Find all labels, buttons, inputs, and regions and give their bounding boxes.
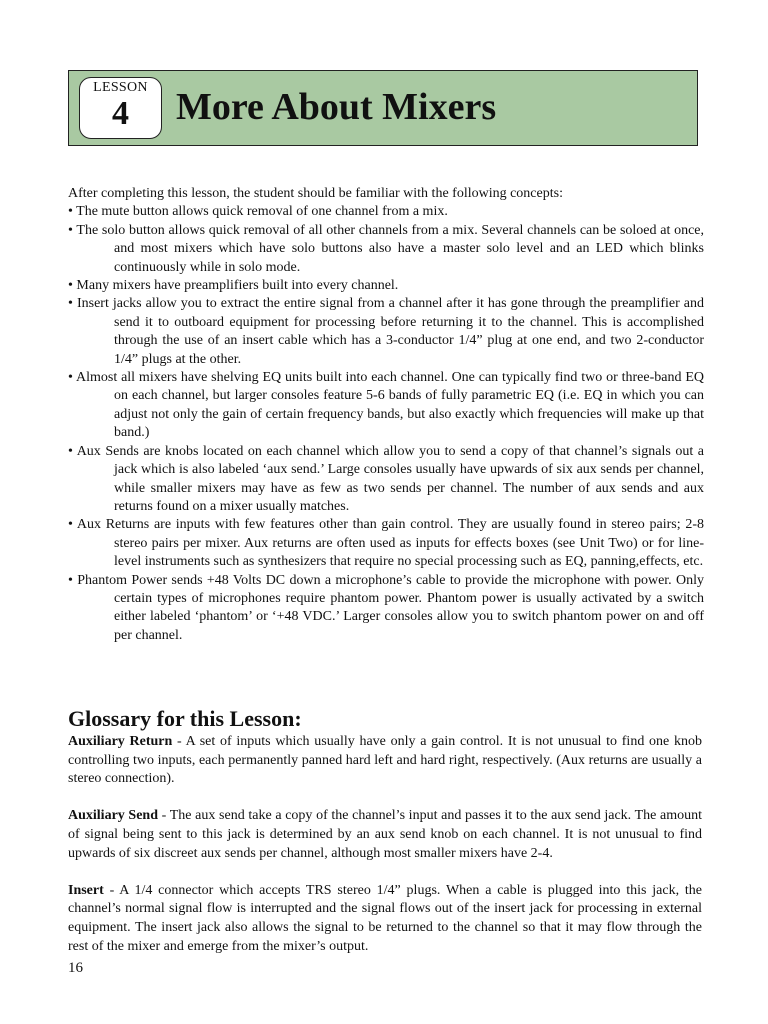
concept-item-phantom-power <box>68 572 704 646</box>
glossary-term: Auxiliary Return <box>68 734 173 749</box>
bullet-icon: • <box>68 204 73 220</box>
bullet-icon: • <box>68 572 73 588</box>
page-number: 16 <box>68 960 83 976</box>
concept-item-aux-sends <box>68 443 704 517</box>
glossary-definition: - A set of inputs which usually have only a gain control. It is not unusual to find one knob controlling two inputs, each permanently panned hard left and hard right, respectively. (Aux returns are usually a stereo connection). <box>68 734 702 787</box>
page-title: More About Mixers <box>176 86 497 128</box>
concept-item-mute <box>68 203 704 221</box>
intro-paragraph: After completing this lesson, the student should be familiar with the following concepts: <box>68 186 563 201</box>
glossary-heading: Glossary for this Lesson: <box>68 706 302 731</box>
concept-text: Almost all mixers have shelving EQ units built into each channel. One can typically find two or three-band EQ on each channel, but larger consoles feature 5-6 bands of fully parametric EQ (i.e. EQ in which you can adjust not only the gain of certain frequency bands, but also exactly which frequencies will make up that band.) <box>76 370 704 441</box>
concept-list <box>68 203 704 645</box>
lesson-badge <box>79 77 162 139</box>
lesson-objectives <box>68 185 704 645</box>
bullet-icon: • <box>68 278 73 294</box>
glossary-term: Insert <box>68 882 104 898</box>
concept-item-solo <box>68 222 704 277</box>
glossary-definition: - A 1/4 connector which accepts TRS stereo 1/4” plugs. When a cable is plugged into this jack, the channel’s normal signal flow is interrupted and the signal flows out of the insert jack for processing in external equipment. The insert jack also allows the signal to be returned to the channel so that it may flow through the rest of the mixer and emerge from the mixer’s output. <box>68 882 702 954</box>
lesson-label: LESSON <box>93 80 148 95</box>
concept-text: The solo button allows quick removal of all other channels from a mix. Several channels can be soloed at once, and most mixers which have solo buttons also have a master solo level and an LED which blinks continuously while in solo mode. <box>76 222 704 275</box>
glossary-entry <box>68 733 702 789</box>
concept-text: Many mixers have preamplifiers built into every channel. <box>76 278 399 294</box>
bullet-icon: • <box>68 517 73 533</box>
glossary-entry <box>68 807 702 863</box>
bullet-icon: • <box>68 296 73 312</box>
concept-text: Insert jacks allow you to extract the entire signal from a channel after it has gone through the preamplifier and send it to outboard equipment for processing before returning it to the channel. This is accomplished through the use of an insert cable which has a 3-conductor 1/4” plug at one end, and two 2-conductor 1/4” plugs at the other. <box>76 296 705 367</box>
glossary-definition: - The aux send take a copy of the channel’s input and passes it to the aux send jack. The amount of signal being sent to this jack is determined by an aux send knob on each channel. It is not unusual to find upwards of six discreet aux sends per channel, although most smaller mixers have 2-4. <box>68 808 702 861</box>
concept-text: Aux Returns are inputs with few features other than gain control. They are usually found in stereo pairs; 2-8 stereo pairs per mixer. Aux returns are often used as inputs for effects boxes (see Unit Two) or for line-level instruments such as synthesizers that require no special processing such as EQ, panning,effects, etc. <box>76 517 704 570</box>
concept-text: Phantom Power sends +48 Volts DC down a microphone’s cable to provide the microphone with power. Only certain types of microphones require phantom power. Phantom power is usually activated by a switch either labeled ‘phantom’ or ‘+48 VDC.’ Larger consoles allow you to switch phantom power on and off per channel. <box>77 572 704 643</box>
glossary-term: Auxiliary Send <box>68 808 159 824</box>
bullet-icon: • <box>68 370 73 386</box>
concept-item-shelving-eq <box>68 369 704 443</box>
lesson-number: 4 <box>112 95 129 132</box>
bullet-icon: • <box>68 443 73 459</box>
concept-item-aux-returns <box>68 516 704 571</box>
concept-item-insert-jacks <box>68 295 704 369</box>
bullet-icon: • <box>68 222 73 238</box>
concept-text: The mute button allows quick removal of one channel from a mix. <box>76 204 448 220</box>
concept-item-preamplifiers <box>68 277 704 295</box>
glossary <box>68 733 702 975</box>
concept-text: Aux Sends are knobs located on each channel which allow you to send a copy of that channel’s signals out a jack which is also labeled ‘aux send.’ Large consoles usually have upwards of six aux sends per channel, while smaller mixers may have as few as two sends per channel. The number of aux sends and aux returns found on a mixer usually matches. <box>76 443 704 514</box>
glossary-entry <box>68 882 702 956</box>
